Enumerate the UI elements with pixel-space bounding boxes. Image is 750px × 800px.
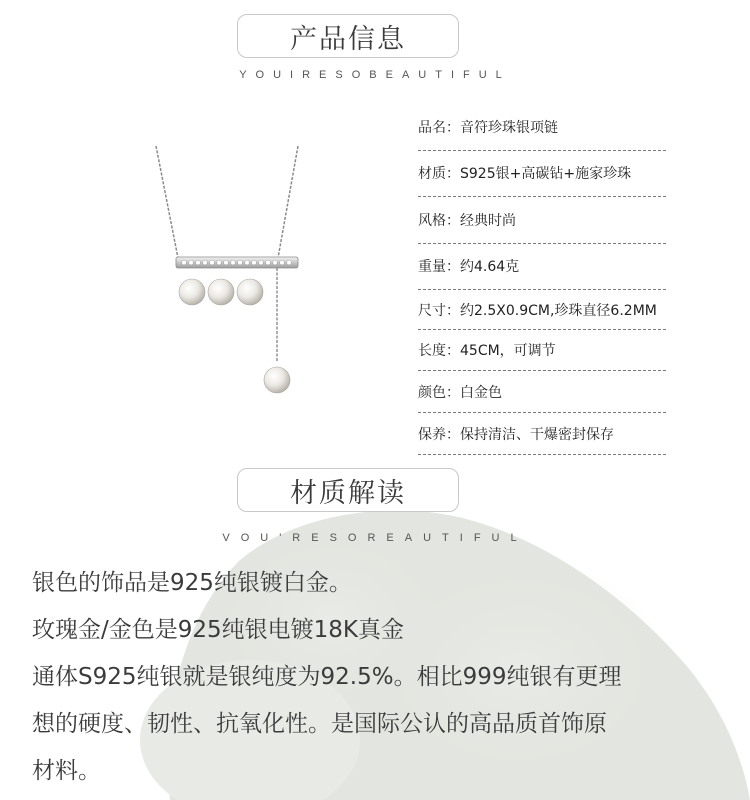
description-line: 材料。: [32, 758, 101, 784]
description-line: 银色的饰品是925纯银镀白金。: [32, 570, 352, 596]
section-title-text: 产品信息: [290, 23, 406, 55]
description-line: 玫瑰金/金色是925纯银电镀18K真金: [32, 617, 404, 643]
spec-row-care: 保养：保持清洁、干爆密封保存: [418, 413, 666, 455]
section-title-material: [237, 468, 459, 512]
necklace-image: [150, 140, 310, 410]
spec-row-weight: 重量：约4.64克: [418, 244, 666, 291]
spec-row-name: 品名：音符珍珠银项链: [418, 104, 666, 151]
spec-row-material: 材质：S925银+高碳钻+施家珍珠: [418, 151, 666, 198]
description-line: 想的硬度、韧性、抗氧化性。是国际公认的高品质首饰原: [32, 711, 607, 737]
section-subtitle: YOUIRESOBEAUTIFUL: [239, 69, 511, 81]
spec-row-style: 风格：经典时尚: [418, 197, 666, 244]
material-description: [32, 560, 732, 795]
description-line: 通体S925纯银就是银纯度为92.5%。相比999纯银有更理: [32, 664, 622, 690]
section-title-text: 材质解读: [290, 477, 406, 509]
section-title-product-info: [237, 14, 459, 58]
spec-list: [418, 104, 666, 455]
section-subtitle: VOU'RESOREAUTIFUL: [222, 532, 528, 544]
spec-row-size: 尺寸：约2.5X0.9CM,珍珠直径6.2MM: [418, 290, 666, 330]
spec-row-length: 长度：45CM，可调节: [418, 330, 666, 371]
spec-row-color: 颜色：白金色: [418, 371, 666, 413]
